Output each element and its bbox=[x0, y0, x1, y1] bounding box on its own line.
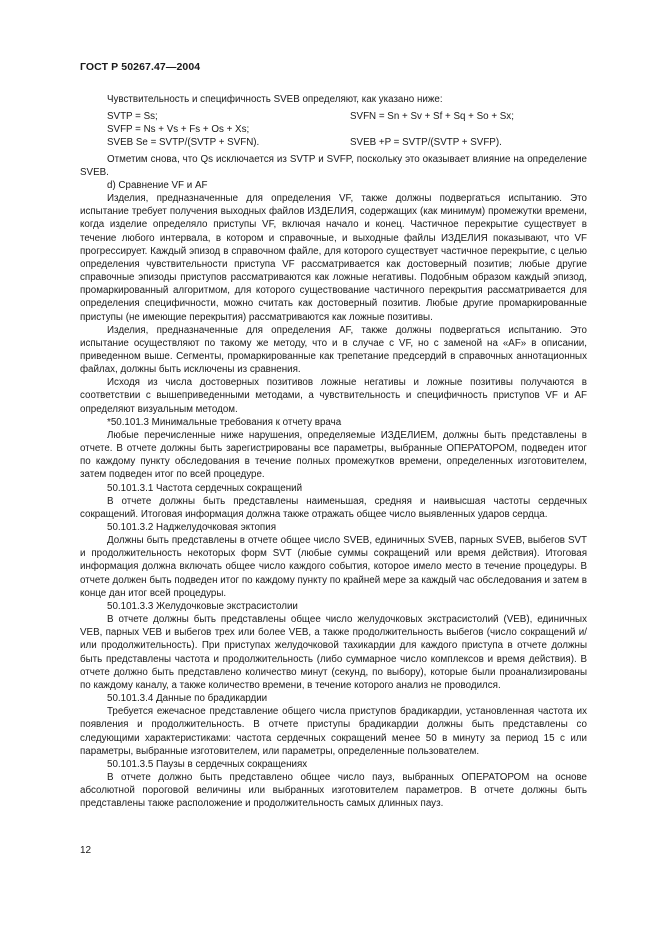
paragraph-supraventricular: Должны быть представлены в отчете общее число SVEB, единичных SVEB, парных SVEB, выбегов SVT и продолжительность некоторых форм SVT (любые суммы сокращений или время действия). Итоговая информация должна включать общее число каждого события, которое имело место в течение процедуры. В отчете должен быть подведен итог по каждому пункту по крайней мере за каждый час обследования и затем в конце дан итог всей процедуры. bbox=[80, 535, 587, 599]
formula-row-2 bbox=[80, 123, 587, 136]
heading-50-101-3-3: 50.101.3.3 Желудочковые экстрасистолии bbox=[107, 600, 298, 612]
paragraph-report-requirements: Любые перечисленные ниже нарушения, определяемые ИЗДЕЛИЕМ, должны быть представлены в отчете. В отчете должны быть зарегистрированы все параметры, выбранные ОПЕРАТОРОМ, подведен итог по каждому пункту обследования в течение полных промежутков времени, определенных изготовителем, затем подведен итог по всей процедуре. bbox=[80, 429, 587, 481]
formula-svtp: SVTP = Ss; bbox=[107, 111, 158, 123]
paragraph-heart-rate: В отчете должны быть представлены наименьшая, средняя и наивысшая частоты сердечных сокращений. Итоговая информация должна также отражать общее число выявленных ударов сердца. bbox=[80, 495, 587, 520]
paragraph-vf-af-results: Исходя из числа достоверных позитивов ложные негативы и ложные позитивы получаются в соответствии с вышеприведенными методами, а чувствительность и специфичность приступов VF и AF определяют визуальным методом. bbox=[80, 377, 587, 415]
heading-50-101-3-4: 50.101.3.4 Данные по брадикардии bbox=[107, 693, 268, 705]
paragraph-bradycardia: Требуется ежечасное представление общего числа приступов брадикардии, установленная частота их появления и продолжительность. В отчете приступы брадикардии должны быть представлены со следующими характеристиками: частота сердечных сокращений менее 50 в минуту за период 15 с или параметры, выбранные изготовителем, или параметры, определенные пользователем. bbox=[80, 706, 587, 757]
document-header: ГОСТ Р 50267.47—2004 bbox=[80, 61, 201, 73]
paragraph-sveb-intro: Чувствительность и специфичность SVEB определяют, как указано ниже: bbox=[107, 94, 443, 105]
formula-sveb-se: SVEB Se = SVTP/(SVTP + SVFN). bbox=[107, 137, 260, 149]
formula-sveb-p: SVEB +P = SVTP/(SVTP + SVFP). bbox=[350, 137, 502, 149]
heading-50-101-3-5: 50.101.3.5 Паузы в сердечных сокращениях bbox=[107, 758, 308, 770]
sveb-formulas bbox=[80, 110, 587, 149]
heading-vf-af-comparison: d) Сравнение VF и AF bbox=[107, 179, 208, 191]
page-body bbox=[80, 93, 587, 810]
formula-row-3 bbox=[80, 136, 587, 149]
formula-row-1 bbox=[80, 110, 587, 123]
paragraph-pauses: В отчете должно быть представлено общее число пауз, выбранных ОПЕРАТОРОМ на основе абсолютной пороговой величины или выбранных изготовителем параметров. В отчете должны быть представлены также расположение и продолжительность самых длинных пауз. bbox=[80, 771, 587, 810]
page-number: 12 bbox=[80, 845, 92, 856]
formula-svfp: SVFP = Ns + Vs + Fs + Os + Xs; bbox=[107, 124, 250, 136]
paragraph-qs-note: Отметим снова, что Qs исключается из SVTP и SVFP, поскольку это оказывает влияние на определение SVEB. bbox=[80, 153, 587, 178]
heading-50-101-3-1: 50.101.3.1 Частота сердечных сокращений bbox=[107, 482, 303, 494]
paragraph-af-testing: Изделия, предназначенные для определения AF, также должны подвергаться испытанию. Это испытание осуществляют по такому же методу, что и в случае с VF, но с заменой на «AF» в описании, приведенном выше. Сегменты, промаркированные как трепетание предсердий в справочных аннотационных файлах, должны быть исключены из сравнения. bbox=[80, 324, 587, 376]
paragraph-vf-testing: Изделия, предназначенные для определения VF, также должны подвергаться испытанию. Это испытание требует получения выходных файлов ИЗДЕЛИЯ, содержащих (как минимум) промежутки времени, когда изделие определяло приступы VF, включая начало и конец. Частичное перекрытие существует в течение любого интервала, в котором и справочные, и выходные файлы ИЗДЕЛИЯ показывают, что VF прогрессирует. Каждый эпизод в справочном файле, для которого существует частичное перекрытие, с целью определения чувствительности приступа VF рассматривается как достоверный позитив; любые другие справочные эпизоды приступов рассматриваются как ложные негативы. Подобным образом каждый эпизод, промаркированный алгоритмом, для которого существование частичного перекрытия рассматривается для определения специфичности, можно считать как достоверный позитив. Любые другие промаркированные приступы (не имеющие перекрытия) рассматриваются как ложные позитивы. bbox=[80, 193, 587, 323]
heading-50-101-3-2: 50.101.3.2 Наджелудочковая эктопия bbox=[107, 522, 277, 533]
paragraph-ventricular: В отчете должны быть представлены общее число желудочковых экстрасистолий (VEB), единичных VEB, парных VEB и выбегов трех или более VEB, а также продолжительность выбегов (число сокращений и/или продолжительность). При приступах желудочковой тахикардии для каждого приступа в отчете должны быть представлены частота и продолжительность (либо суммарное число комплексов и время действия). В отчете должно быть представлено количество минут (секунд, по выбору), которые были проанализированы по каждому каналу, а также количество времени, в течение которого анализ не проводился. bbox=[80, 614, 587, 691]
heading-50-101-3: *50.101.3 Минимальные требования к отчету врача bbox=[107, 416, 342, 428]
formula-svfn: SVFN = Sn + Sv + Sf + Sq + So + Sx; bbox=[350, 111, 514, 123]
